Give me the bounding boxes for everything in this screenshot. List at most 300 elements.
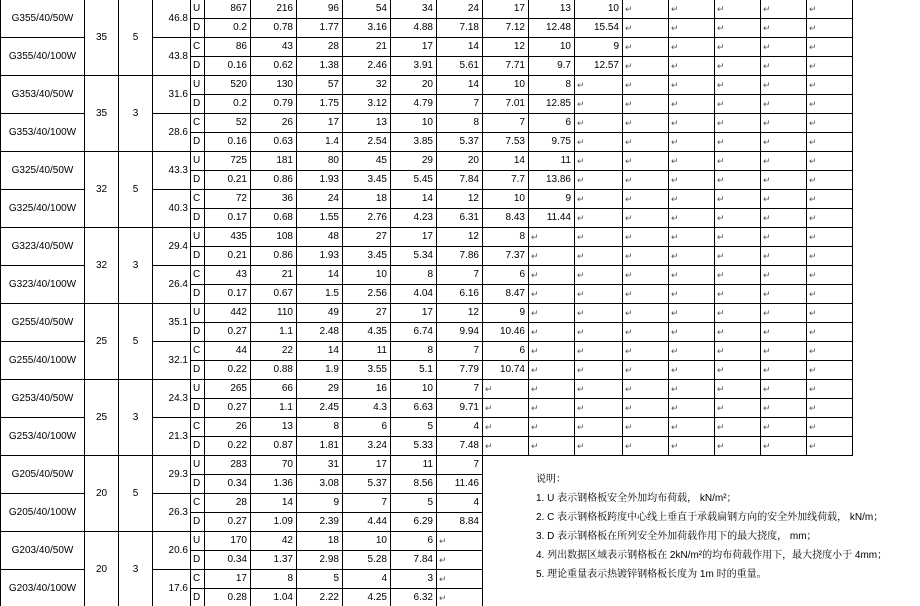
data-cell: 2.46 [343, 57, 391, 76]
blank-mark: ↵ [575, 209, 623, 228]
spec-value: 32 [85, 152, 119, 228]
blank-mark: ↵ [761, 0, 807, 19]
row-type: D [191, 133, 205, 152]
blank-mark: ↵ [807, 57, 853, 76]
blank-mark: ↵ [529, 361, 575, 380]
data-cell: 14 [297, 342, 343, 361]
spec-value: 25 [85, 304, 119, 380]
blank-mark: ↵ [807, 114, 853, 133]
data-cell: 10 [575, 0, 623, 19]
blank-mark: ↵ [761, 342, 807, 361]
data-cell: 283 [205, 456, 251, 475]
blank-mark: ↵ [669, 0, 715, 19]
blank-mark: ↵ [761, 418, 807, 437]
weight-value: 46.8 [153, 0, 191, 38]
blank-mark: ↵ [807, 380, 853, 399]
data-cell: 1.1 [251, 323, 297, 342]
blank-mark: ↵ [623, 171, 669, 190]
data-cell: 13 [343, 114, 391, 133]
data-cell: 10 [483, 190, 529, 209]
spec-value: 5 [119, 304, 153, 380]
data-cell: 10 [343, 532, 391, 551]
data-cell: 435 [205, 228, 251, 247]
data-cell: 11 [391, 456, 437, 475]
row-type: D [191, 323, 205, 342]
weight-value: 35.1 [153, 304, 191, 342]
data-cell: 36 [251, 190, 297, 209]
data-cell: 3.08 [297, 475, 343, 494]
data-cell: 3.45 [343, 171, 391, 190]
spec-value: 3 [119, 228, 153, 304]
blank-mark: ↵ [623, 133, 669, 152]
blank-mark: ↵ [575, 95, 623, 114]
weight-value: 21.3 [153, 418, 191, 456]
weight-value: 20.6 [153, 532, 191, 570]
data-cell: 7 [437, 266, 483, 285]
weight-value: 29.4 [153, 228, 191, 266]
blank-mark: ↵ [669, 19, 715, 38]
data-cell: 9.71 [437, 399, 483, 418]
data-cell: 26 [205, 418, 251, 437]
weight-value: 43.8 [153, 38, 191, 76]
blank-mark: ↵ [575, 361, 623, 380]
data-cell: 4.79 [391, 95, 437, 114]
data-cell: 0.2 [205, 95, 251, 114]
data-cell: 96 [297, 0, 343, 19]
data-cell: 70 [251, 456, 297, 475]
blank-mark: ↵ [761, 19, 807, 38]
data-cell: 6.32 [391, 589, 437, 606]
blank-mark: ↵ [529, 342, 575, 361]
data-cell: 24 [297, 190, 343, 209]
data-cell: 28 [297, 38, 343, 57]
blank-mark: ↵ [715, 323, 761, 342]
model-name: G205/40/100W [1, 494, 85, 532]
spec-value: 20 [85, 532, 119, 606]
blank-mark: ↵ [669, 228, 715, 247]
data-cell: 6 [391, 532, 437, 551]
spec-value: 5 [119, 0, 153, 76]
data-cell: 14 [297, 266, 343, 285]
spec-value: 32 [85, 228, 119, 304]
table-row [1, 152, 853, 171]
row-type: D [191, 475, 205, 494]
blank-mark: ↵ [529, 380, 575, 399]
data-cell: 0.63 [251, 133, 297, 152]
data-cell: 12 [437, 190, 483, 209]
blank-mark: ↵ [437, 551, 483, 570]
data-cell: 4.23 [391, 209, 437, 228]
data-cell: 0.2 [205, 19, 251, 38]
data-cell: 0.28 [205, 589, 251, 606]
data-cell: 6.31 [437, 209, 483, 228]
blank-mark: ↵ [575, 114, 623, 133]
data-cell: 7.18 [437, 19, 483, 38]
row-type: D [191, 209, 205, 228]
blank-mark: ↵ [669, 76, 715, 95]
blank-mark: ↵ [807, 399, 853, 418]
data-cell: 18 [297, 532, 343, 551]
row-type: D [191, 551, 205, 570]
blank-mark: ↵ [575, 266, 623, 285]
data-cell: 1.04 [251, 589, 297, 606]
data-cell: 28 [205, 494, 251, 513]
data-cell: 0.27 [205, 399, 251, 418]
blank-mark: ↵ [807, 323, 853, 342]
blank-mark: ↵ [807, 0, 853, 19]
data-cell: 17 [391, 228, 437, 247]
note-item: 1. U 表示钢格板安全外加均布荷载， kN/m²； [536, 493, 737, 504]
spec-value: 5 [119, 456, 153, 532]
blank-mark: ↵ [715, 133, 761, 152]
data-cell: 86 [205, 38, 251, 57]
blank-mark: ↵ [529, 247, 575, 266]
spec-value: 25 [85, 380, 119, 456]
blank-mark: ↵ [807, 342, 853, 361]
data-cell: 6 [529, 114, 575, 133]
blank-mark: ↵ [761, 437, 807, 456]
data-cell: 10 [343, 266, 391, 285]
data-cell: 5 [391, 418, 437, 437]
data-cell: 20 [437, 152, 483, 171]
weight-value: 31.6 [153, 76, 191, 114]
spec-value: 20 [85, 456, 119, 532]
data-cell: 15.54 [575, 19, 623, 38]
data-cell: 13 [251, 418, 297, 437]
model-name: G353/40/100W [1, 114, 85, 152]
blank-mark: ↵ [529, 323, 575, 342]
blank-mark: ↵ [715, 209, 761, 228]
data-cell: 32 [343, 76, 391, 95]
blank-mark: ↵ [575, 437, 623, 456]
data-cell: 7.71 [483, 57, 529, 76]
row-type: U [191, 380, 205, 399]
blank-mark: ↵ [669, 266, 715, 285]
blank-mark: ↵ [529, 418, 575, 437]
blank-mark: ↵ [807, 361, 853, 380]
data-cell: 7 [483, 114, 529, 133]
blank-mark: ↵ [483, 380, 529, 399]
data-cell: 12.48 [529, 19, 575, 38]
data-cell: 11.44 [529, 209, 575, 228]
data-cell: 3 [391, 570, 437, 589]
data-cell: 0.34 [205, 475, 251, 494]
blank-mark: ↵ [575, 152, 623, 171]
data-cell: 16 [343, 380, 391, 399]
notes-section [536, 470, 920, 584]
data-cell: 34 [391, 0, 437, 19]
data-cell: 22 [251, 342, 297, 361]
data-cell: 2.45 [297, 399, 343, 418]
blank-mark: ↵ [575, 380, 623, 399]
data-cell: 2.22 [297, 589, 343, 606]
data-cell: 5.1 [391, 361, 437, 380]
blank-mark: ↵ [575, 323, 623, 342]
blank-mark: ↵ [715, 19, 761, 38]
data-cell: 867 [205, 0, 251, 19]
blank-mark: ↵ [623, 247, 669, 266]
data-cell: 17 [391, 304, 437, 323]
blank-mark: ↵ [623, 418, 669, 437]
data-cell: 5.28 [343, 551, 391, 570]
data-cell: 1.93 [297, 247, 343, 266]
weight-value: 43.3 [153, 152, 191, 190]
blank-mark: ↵ [575, 304, 623, 323]
data-cell: 216 [251, 0, 297, 19]
blank-mark: ↵ [807, 76, 853, 95]
blank-mark: ↵ [669, 209, 715, 228]
data-cell: 14 [391, 190, 437, 209]
blank-mark: ↵ [669, 342, 715, 361]
data-cell: 10 [391, 380, 437, 399]
data-cell: 8 [391, 342, 437, 361]
data-cell: 5.34 [391, 247, 437, 266]
blank-mark: ↵ [761, 133, 807, 152]
blank-mark: ↵ [761, 95, 807, 114]
blank-mark: ↵ [715, 285, 761, 304]
blank-mark: ↵ [807, 190, 853, 209]
data-cell: 49 [297, 304, 343, 323]
blank-mark: ↵ [715, 228, 761, 247]
data-cell: 42 [251, 532, 297, 551]
data-cell: 11 [343, 342, 391, 361]
data-cell: 725 [205, 152, 251, 171]
blank-mark: ↵ [761, 57, 807, 76]
row-type: U [191, 456, 205, 475]
data-cell: 520 [205, 76, 251, 95]
data-cell: 11 [529, 152, 575, 171]
data-cell: 0.16 [205, 57, 251, 76]
data-cell: 12 [437, 304, 483, 323]
data-cell: 13 [529, 0, 575, 19]
blank-mark: ↵ [669, 190, 715, 209]
blank-mark: ↵ [807, 209, 853, 228]
blank-mark: ↵ [807, 171, 853, 190]
row-type: C [191, 494, 205, 513]
data-cell: 1.81 [297, 437, 343, 456]
data-cell: 1.1 [251, 399, 297, 418]
data-cell: 52 [205, 114, 251, 133]
blank-mark: ↵ [761, 399, 807, 418]
data-cell: 4 [437, 494, 483, 513]
weight-value: 17.6 [153, 570, 191, 606]
row-type: U [191, 228, 205, 247]
data-cell: 7.84 [437, 171, 483, 190]
data-cell: 0.87 [251, 437, 297, 456]
blank-mark: ↵ [761, 228, 807, 247]
blank-mark: ↵ [715, 437, 761, 456]
data-cell: 0.27 [205, 323, 251, 342]
row-type: D [191, 285, 205, 304]
blank-mark: ↵ [575, 76, 623, 95]
data-cell: 8 [297, 418, 343, 437]
blank-mark: ↵ [715, 399, 761, 418]
blank-mark: ↵ [669, 247, 715, 266]
data-cell: 2.54 [343, 133, 391, 152]
blank-mark: ↵ [761, 209, 807, 228]
model-name: G325/40/50W [1, 152, 85, 190]
data-cell: 0.67 [251, 285, 297, 304]
data-cell: 0.86 [251, 171, 297, 190]
blank-mark: ↵ [669, 133, 715, 152]
blank-mark: ↵ [529, 437, 575, 456]
data-cell: 1.55 [297, 209, 343, 228]
data-cell: 10 [529, 38, 575, 57]
blank-mark: ↵ [623, 342, 669, 361]
data-cell: 7 [437, 456, 483, 475]
data-cell: 0.68 [251, 209, 297, 228]
blank-mark: ↵ [715, 380, 761, 399]
model-name: G353/40/50W [1, 76, 85, 114]
blank-mark: ↵ [529, 304, 575, 323]
data-cell: 4 [437, 418, 483, 437]
blank-mark: ↵ [761, 114, 807, 133]
data-cell: 170 [205, 532, 251, 551]
blank-mark: ↵ [623, 114, 669, 133]
blank-mark: ↵ [669, 418, 715, 437]
blank-mark: ↵ [623, 95, 669, 114]
data-cell: 5.33 [391, 437, 437, 456]
blank-mark: ↵ [761, 76, 807, 95]
blank-mark: ↵ [807, 304, 853, 323]
blank-mark: ↵ [623, 285, 669, 304]
data-cell: 5 [297, 570, 343, 589]
note-item: 2. C 表示钢格板跨度中心线上垂直于承载扁钢方向的安全外加线荷载， kN/m； [536, 512, 884, 523]
model-name: G203/40/100W [1, 570, 85, 606]
row-type: C [191, 190, 205, 209]
data-cell: 3.24 [343, 437, 391, 456]
data-cell: 17 [391, 38, 437, 57]
blank-mark: ↵ [623, 380, 669, 399]
row-type: U [191, 76, 205, 95]
data-cell: 9 [483, 304, 529, 323]
row-type: C [191, 342, 205, 361]
weight-value: 29.3 [153, 456, 191, 494]
blank-mark: ↵ [623, 0, 669, 19]
data-cell: 8 [483, 228, 529, 247]
blank-mark: ↵ [715, 190, 761, 209]
data-cell: 5 [391, 494, 437, 513]
data-cell: 7.48 [437, 437, 483, 456]
data-cell: 7.12 [483, 19, 529, 38]
data-cell: 4.25 [343, 589, 391, 606]
data-cell: 6 [483, 266, 529, 285]
data-cell: 2.48 [297, 323, 343, 342]
blank-mark: ↵ [483, 418, 529, 437]
data-cell: 24 [437, 0, 483, 19]
model-name: G205/40/50W [1, 456, 85, 494]
model-name: G323/40/50W [1, 228, 85, 266]
blank-mark: ↵ [761, 285, 807, 304]
data-cell: 0.21 [205, 171, 251, 190]
blank-mark: ↵ [807, 95, 853, 114]
blank-mark: ↵ [437, 532, 483, 551]
row-type: D [191, 589, 205, 606]
data-cell: 4.44 [343, 513, 391, 532]
table-row [1, 380, 853, 399]
data-cell: 0.34 [205, 551, 251, 570]
blank-mark: ↵ [575, 171, 623, 190]
data-cell: 3.85 [391, 133, 437, 152]
spec-value: 35 [85, 0, 119, 76]
data-cell: 17 [343, 456, 391, 475]
data-cell: 10 [483, 76, 529, 95]
blank-mark: ↵ [623, 76, 669, 95]
blank-mark: ↵ [715, 152, 761, 171]
blank-mark: ↵ [715, 76, 761, 95]
data-cell: 0.62 [251, 57, 297, 76]
row-type: D [191, 247, 205, 266]
data-cell: 110 [251, 304, 297, 323]
data-cell: 5.45 [391, 171, 437, 190]
row-type: D [191, 399, 205, 418]
blank-mark: ↵ [575, 247, 623, 266]
weight-value: 24.3 [153, 380, 191, 418]
data-cell: 27 [343, 304, 391, 323]
blank-mark: ↵ [669, 114, 715, 133]
blank-mark: ↵ [623, 437, 669, 456]
blank-mark: ↵ [807, 266, 853, 285]
model-name: G255/40/100W [1, 342, 85, 380]
note-item: 5. 理论重量表示热镀锌钢格板长度为 1m 时的重量。 [536, 569, 767, 580]
data-cell: 20 [391, 76, 437, 95]
data-cell: 3.55 [343, 361, 391, 380]
data-cell: 12 [437, 228, 483, 247]
data-cell: 10.46 [483, 323, 529, 342]
model-name: G325/40/100W [1, 190, 85, 228]
data-cell: 26 [251, 114, 297, 133]
table-row [1, 0, 853, 19]
row-type: D [191, 361, 205, 380]
data-cell: 31 [297, 456, 343, 475]
data-cell: 27 [343, 228, 391, 247]
row-type: C [191, 114, 205, 133]
data-cell: 45 [343, 152, 391, 171]
data-cell: 0.78 [251, 19, 297, 38]
data-cell: 1.38 [297, 57, 343, 76]
data-cell: 9.75 [529, 133, 575, 152]
data-cell: 8.47 [483, 285, 529, 304]
data-cell: 9.94 [437, 323, 483, 342]
blank-mark: ↵ [715, 38, 761, 57]
data-cell: 0.79 [251, 95, 297, 114]
data-cell: 2.98 [297, 551, 343, 570]
blank-mark: ↵ [575, 133, 623, 152]
blank-mark: ↵ [761, 361, 807, 380]
data-cell: 3.16 [343, 19, 391, 38]
data-cell: 2.39 [297, 513, 343, 532]
data-cell: 17 [205, 570, 251, 589]
data-cell: 29 [297, 380, 343, 399]
weight-value: 26.3 [153, 494, 191, 532]
spec-value: 3 [119, 380, 153, 456]
model-name: G255/40/50W [1, 304, 85, 342]
data-cell: 6.16 [437, 285, 483, 304]
blank-mark: ↵ [623, 190, 669, 209]
data-cell: 6.29 [391, 513, 437, 532]
data-cell: 43 [251, 38, 297, 57]
blank-mark: ↵ [575, 285, 623, 304]
data-cell: 5.37 [437, 133, 483, 152]
data-cell: 7.84 [391, 551, 437, 570]
blank-mark: ↵ [807, 152, 853, 171]
blank-mark: ↵ [669, 57, 715, 76]
blank-mark: ↵ [623, 228, 669, 247]
data-cell: 0.17 [205, 285, 251, 304]
blank-mark: ↵ [715, 342, 761, 361]
blank-mark: ↵ [623, 38, 669, 57]
data-cell: 1.5 [297, 285, 343, 304]
